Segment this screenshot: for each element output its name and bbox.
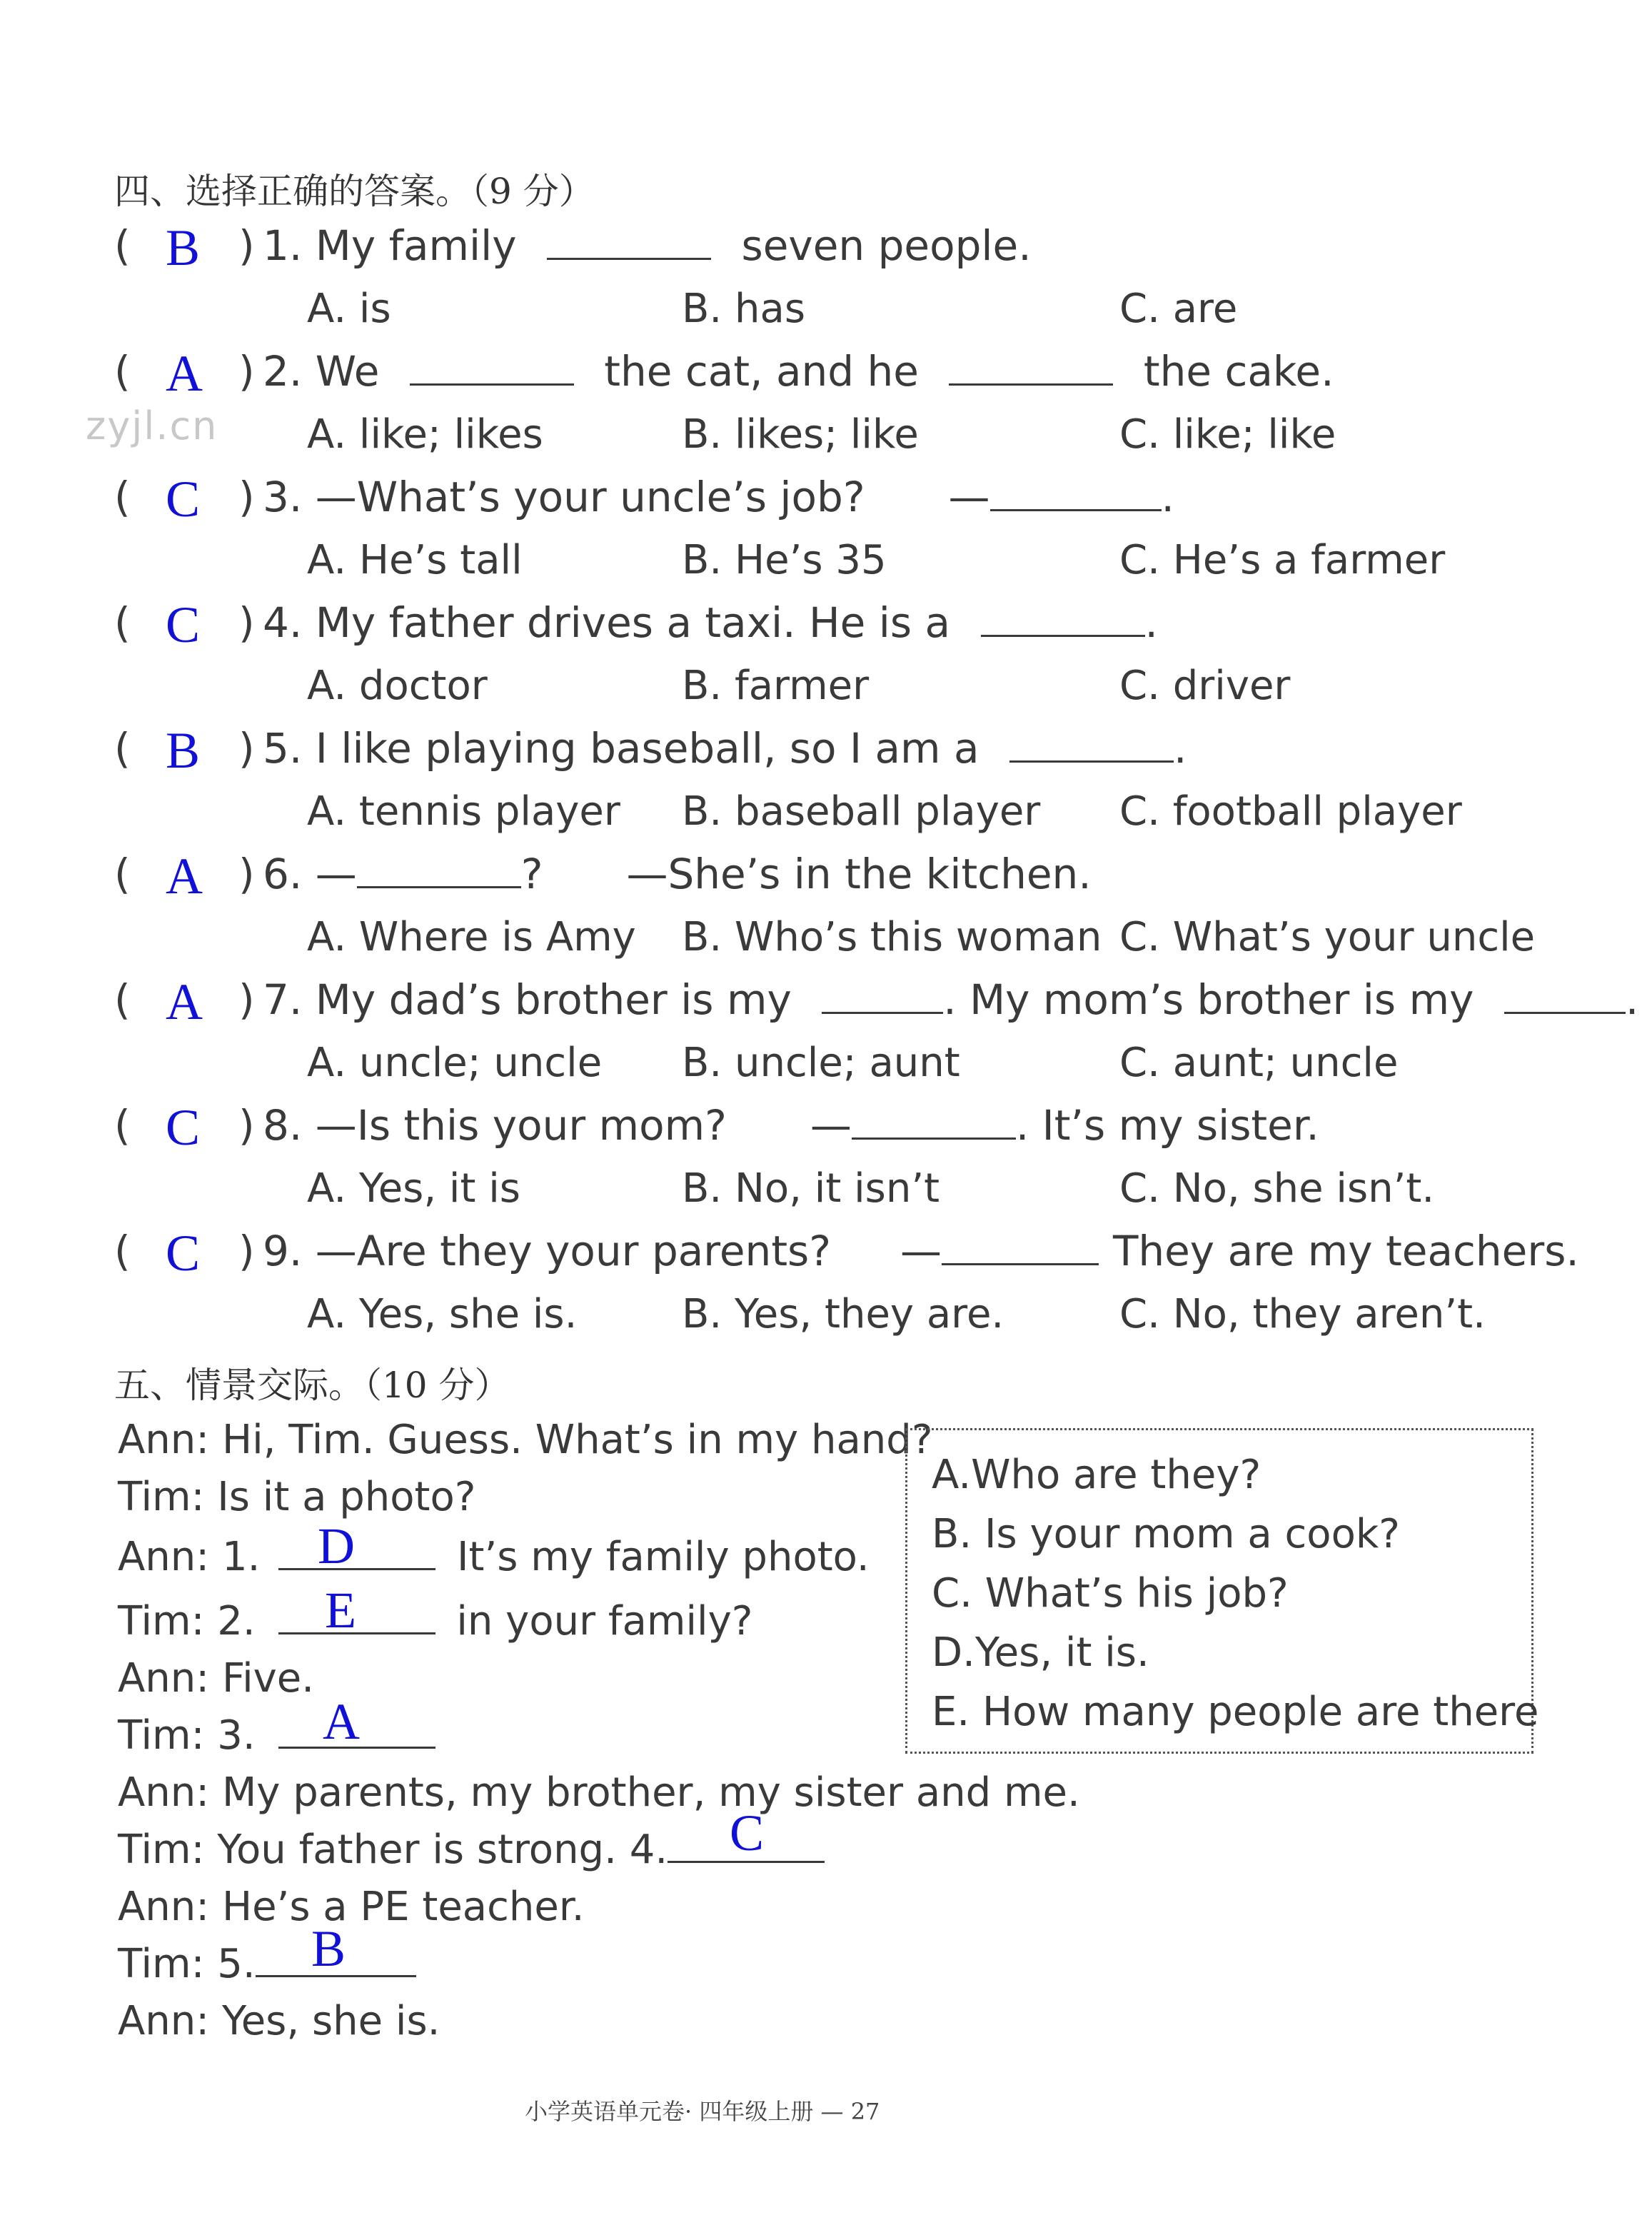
answer-6: A <box>166 848 203 905</box>
options-box <box>905 1428 1539 1754</box>
option-b: B. has <box>682 286 806 332</box>
question-stem: 3. —What’s your uncle’s job? — . <box>263 473 1174 521</box>
dialogue-line: Ann: He’s a PE teacher. <box>118 1884 585 1930</box>
answer-blank <box>949 349 1113 386</box>
option-c: C. football player <box>1119 788 1462 835</box>
answer-blank <box>1009 726 1174 763</box>
answer-paren-open: ( <box>114 1227 131 1275</box>
answer-blank <box>852 1103 1016 1140</box>
option-c: C. No, she isn’t. <box>1119 1165 1435 1212</box>
question-stem: 4. My father drives a taxi. He is a . <box>263 598 1158 647</box>
answer-paren-close: ) <box>238 347 255 396</box>
answer-1: B <box>166 219 201 276</box>
dialogue-answer-3: A <box>323 1693 360 1750</box>
answer-paren-close: ) <box>238 221 255 270</box>
option-a: A. doctor <box>307 663 488 709</box>
question-stem: 1. My family seven people. <box>263 221 1032 270</box>
question-number: 6. <box>263 850 303 898</box>
question-number: 4. <box>263 598 303 647</box>
answer-paren-open: ( <box>114 347 131 396</box>
answer-9: C <box>166 1225 201 1282</box>
option-b: B. baseball player <box>682 788 1041 835</box>
option-a: A. tennis player <box>307 788 620 835</box>
option-b: B. Who’s this woman <box>682 914 1102 960</box>
section-4-title: 四、选择正确的答案。（9 分） <box>114 171 595 212</box>
dialogue-answer-1: D <box>318 1517 355 1574</box>
answer-paren-open: ( <box>114 473 131 521</box>
option-a: A. Yes, it is <box>307 1165 520 1212</box>
answer-5: B <box>166 722 201 779</box>
option-c: C. He’s a farmer <box>1119 537 1446 583</box>
box-option-b: B. Is your mom a cook? <box>932 1511 1400 1557</box>
answer-blank <box>278 1598 435 1634</box>
section-5-title: 五、情景交际。（10 分） <box>114 1365 510 1406</box>
question-stem: 8. —Is this your mom? — . It’s my sister. <box>263 1101 1319 1150</box>
answer-paren-close: ) <box>238 598 255 647</box>
answer-blank <box>278 1534 435 1570</box>
question-number: 5. <box>263 724 303 773</box>
option-b: B. farmer <box>682 663 870 709</box>
option-c: C. like; like <box>1119 411 1336 458</box>
option-c: C. aunt; uncle <box>1119 1040 1399 1086</box>
dialogue-line: Tim: Is it a photo? <box>118 1474 476 1520</box>
question-stem: 6. — ? —She’s in the kitchen. <box>263 850 1092 898</box>
answer-blank <box>410 349 574 386</box>
dialogue-line: Tim: 2. in your family? <box>118 1598 753 1644</box>
answer-blank <box>942 1229 1099 1265</box>
answer-paren-open: ( <box>114 221 131 270</box>
option-c: C. driver <box>1119 663 1291 709</box>
dialogue-line: Tim: 3. <box>118 1712 435 1759</box>
answer-paren-close: ) <box>238 1101 255 1150</box>
dialogue-answer-4: C <box>730 1804 765 1862</box>
dialogue-line: Tim: You father is strong. 4. <box>118 1827 825 1873</box>
question-stem: 9. —Are they your parents? — They are my teachers. <box>263 1227 1579 1275</box>
option-b: B. Yes, they are. <box>682 1291 1004 1337</box>
option-c: C. are <box>1119 286 1238 332</box>
answer-blank <box>357 852 521 888</box>
option-b: B. uncle; aunt <box>682 1040 960 1086</box>
question-stem: 5. I like playing baseball, so I am a . <box>263 724 1187 773</box>
watermark: zyjl.cn <box>86 403 218 448</box>
answer-paren-close: ) <box>238 473 255 521</box>
answer-paren-close: ) <box>238 1227 255 1275</box>
option-a: A. Where is Amy <box>307 914 636 960</box>
box-option-d: D.Yes, it is. <box>932 1629 1149 1676</box>
option-b: B. No, it isn’t <box>682 1165 940 1212</box>
question-number: 9. <box>263 1227 303 1275</box>
answer-paren-close: ) <box>238 724 255 773</box>
box-option-e: E. How many people are there <box>932 1689 1539 1735</box>
answer-7: A <box>166 973 203 1030</box>
option-a: A. uncle; uncle <box>307 1040 603 1086</box>
dialogue-line: Ann: My parents, my brother, my sister and me. <box>118 1769 1080 1816</box>
question-number: 3. <box>263 473 303 521</box>
answer-blank <box>990 475 1162 511</box>
answer-paren-open: ( <box>114 975 131 1024</box>
answer-paren-open: ( <box>114 1101 131 1150</box>
option-a: A. is <box>307 286 391 332</box>
dialogue-line: Ann: Hi, Tim. Guess. What’s in my hand? <box>118 1417 933 1463</box>
question-number: 7. <box>263 975 303 1024</box>
option-a: A. Yes, she is. <box>307 1291 578 1337</box>
option-a: A. He’s tall <box>307 537 523 583</box>
answer-2: A <box>166 345 203 402</box>
option-a: A. like; likes <box>307 411 543 458</box>
question-number: 2. <box>263 347 303 396</box>
dialogue-answer-5: B <box>311 1920 346 1977</box>
option-b: B. likes; like <box>682 411 919 458</box>
answer-3: C <box>166 471 201 528</box>
answer-blank <box>822 978 943 1014</box>
answer-paren-close: ) <box>238 850 255 898</box>
box-option-c: C. What’s his job? <box>932 1570 1289 1617</box>
dialogue-line: Ann: Yes, she is. <box>118 1998 440 2044</box>
answer-paren-open: ( <box>114 724 131 773</box>
question-number: 1. <box>263 221 303 270</box>
dialogue-line: Ann: Five. <box>118 1655 315 1702</box>
dialogue-answer-2: E <box>325 1582 356 1639</box>
dialogue-line: Ann: 1. It’s my family photo. <box>118 1534 870 1580</box>
question-stem: 2. We the cat, and he the cake. <box>263 347 1334 396</box>
question-stem: 7. My dad’s brother is my . My mom’s brother is my . <box>263 975 1639 1024</box>
answer-paren-open: ( <box>114 598 131 647</box>
option-b: B. He’s 35 <box>682 537 887 583</box>
dialogue-line: Tim: 5. <box>118 1941 416 1987</box>
box-option-a: A.Who are they? <box>932 1452 1261 1498</box>
answer-paren-open: ( <box>114 850 131 898</box>
question-number: 8. <box>263 1101 303 1150</box>
option-c: C. What’s your uncle <box>1119 914 1536 960</box>
answer-blank <box>981 601 1145 637</box>
answer-blank <box>1504 978 1626 1014</box>
answer-8: C <box>166 1099 201 1156</box>
page-footer: 小学英语单元卷· 四年级上册 — 27 <box>525 2098 880 2125</box>
answer-4: C <box>166 596 201 653</box>
answer-blank <box>547 223 711 260</box>
option-c: C. No, they aren’t. <box>1119 1291 1486 1337</box>
answer-paren-close: ) <box>238 975 255 1024</box>
